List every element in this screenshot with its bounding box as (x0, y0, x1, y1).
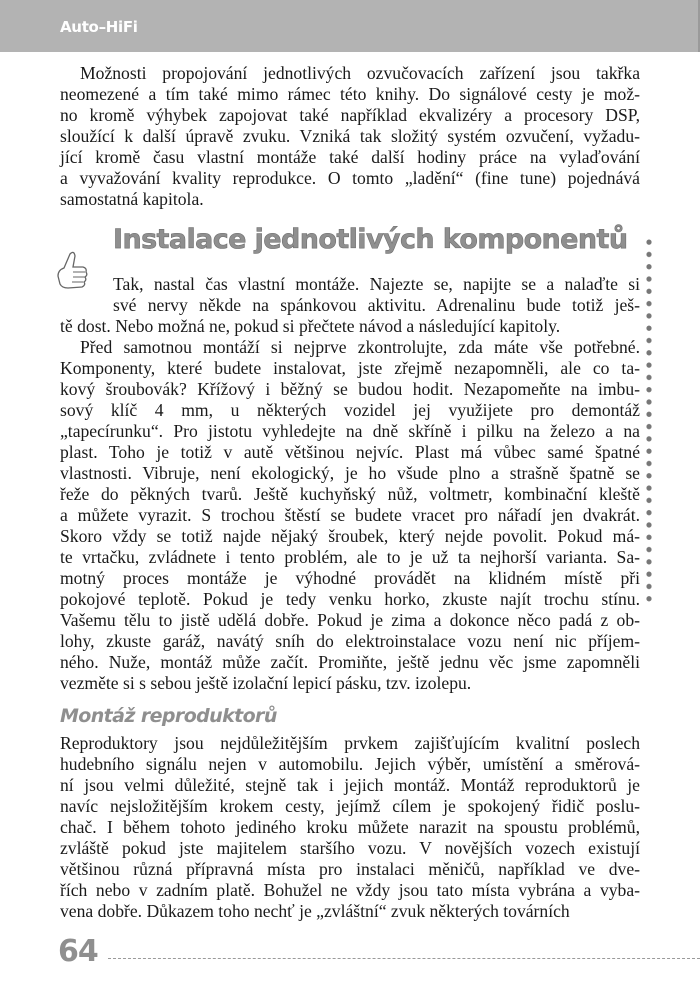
text-line: sový klíč 4 mm, u některých vozidel jej využijete pro demontáž (60, 400, 640, 420)
text-line: Skoro vždy se totiž najde nějaký šroubek, který nejde povolit. Pokud má- (60, 526, 640, 546)
text-line: jící kromě času vlastní montáže také další hodiny práce na vylaďování (60, 147, 640, 167)
text-line: „tapecírunku“. Pro jistotu vyhledejte na dně skříně i pilku na železo a na (60, 421, 640, 441)
text-line: většinou různá přípravná místa pro instalaci měničů, například ve dve- (60, 859, 640, 879)
text-line: a vyvažování kvality reprodukce. O tomto „ladění“ (fine tune) pojednává (60, 168, 640, 188)
text-line: své nervy někde na spánkovou aktivitu. Adrenalinu bude totiž ješ- (113, 295, 640, 315)
subsection-heading: Montáž reproduktorů (60, 705, 277, 727)
text-line: řeže do pěkných tvarů. Ještě kuchyňský nůž, voltmetr, kombinační kleště (60, 484, 640, 504)
page-number: 64 (58, 934, 98, 969)
text-line: pokojové teplotě. Pokud je tedy venku horko, zkuste najít trochu stínu. (60, 589, 640, 609)
text-line: te vrtačku, zvládnete i tento problém, ale to je už ta nejhorší varianta. Sa- (60, 547, 640, 567)
text-line: navíc nejsložitějším krokem cesty, jejímž cílem je spokojený řidič poslu- (60, 796, 640, 816)
section-heading: Instalace jednotlivých komponentů (113, 224, 628, 255)
text-line: Možnosti propojování jednotlivých ozvučovacích zařízení jsou takřka (80, 63, 640, 83)
header-title: Auto–HiFi (60, 18, 138, 36)
dotted-margin-rule (645, 236, 653, 604)
text-line: ní jsou velmi důležité, stejně tak i jejich montáž. Montáž reproduktorů je (60, 775, 640, 795)
text-line: Vašemu tělu to jistě udělá dobře. Pokud je zima a dokonce něco padá z ob- (60, 610, 640, 630)
text-line: hudebního signálu nejen v automobilu. Jejich výběr, umístění a směrová- (60, 754, 640, 774)
text-line: sloužící k další úpravě zvuku. Vzniká tak složitý systém ozvučení, vyžadu- (60, 126, 640, 146)
text-line: samostatná kapitola. (60, 189, 204, 209)
text-line: Před samotnou montáží si nejprve zkontrolujte, zda máte vše potřebné. (80, 337, 640, 357)
text-line: tě dost. Nebo možná ne, pokud si přečtete návod a následující kapitoly. (60, 316, 561, 336)
text-line: kový šroubovák? Křížový i běžný se budou hodit. Nezapomeňte na imbu- (60, 379, 640, 399)
text-line: zvláště pokud jste majitelem staršího vozu. V novějších vozech existují (60, 838, 640, 858)
text-line: a můžete vyrazit. S trochou štěstí se budete vracet pro nářadí jen dvakrát. (60, 505, 640, 525)
text-line: Tak, nastal čas vlastní montáže. Najezte se, napijte se a nalaďte si (113, 274, 640, 294)
text-line: Komponenty, které budete instalovat, jste zřejmě nezapomněli, ale co ta- (60, 358, 640, 378)
text-line: vezměte si s sebou ještě izolační lepicí pásku, tzv. izolepu. (60, 673, 472, 693)
text-line: neomezené a tím také mimo rámec této knihy. Do signálové cesty je mož- (60, 84, 640, 104)
text-line: plast. Toho je totiž v autě většinou nejvíc. Plast má vůbec samé špatné (60, 442, 640, 462)
text-line: vena dobře. Důkazem toho nechť je „zvláštní“ zvuk některých továrních (60, 901, 570, 921)
thumbs-up-icon (50, 248, 90, 308)
footer-dashed-rule (108, 958, 700, 959)
text-line: Reproduktory jsou nejdůležitějším prvkem zajišťujícím kvalitní poslech (60, 733, 640, 753)
text-line: chač. I během tohoto jediného kroku můžete narazit na spoustu problémů, (60, 817, 640, 837)
text-line: motný proces montáže je výhodné provádět na klidném místě při (60, 568, 640, 588)
text-line: vlastnosti. Vibruje, není ekologický, je ho všude plno a strašně špatně se (60, 463, 640, 483)
text-line: lohy, zkuste garáž, navátý sníh do elektroinstalace vozu není nic příjem- (60, 631, 640, 651)
running-header (0, 0, 700, 52)
text-line: no kromě výhybek zapojovat také například ekvalizéry a procesory DSP, (60, 105, 640, 125)
text-line: řích nebo v zadním platě. Bohužel ne vždy jsou tato místa vybrána a vyba- (60, 880, 640, 900)
text-line: ného. Nuže, montáž může začít. Promiňte, ještě jednu věc jsme zapomněli (60, 652, 640, 672)
